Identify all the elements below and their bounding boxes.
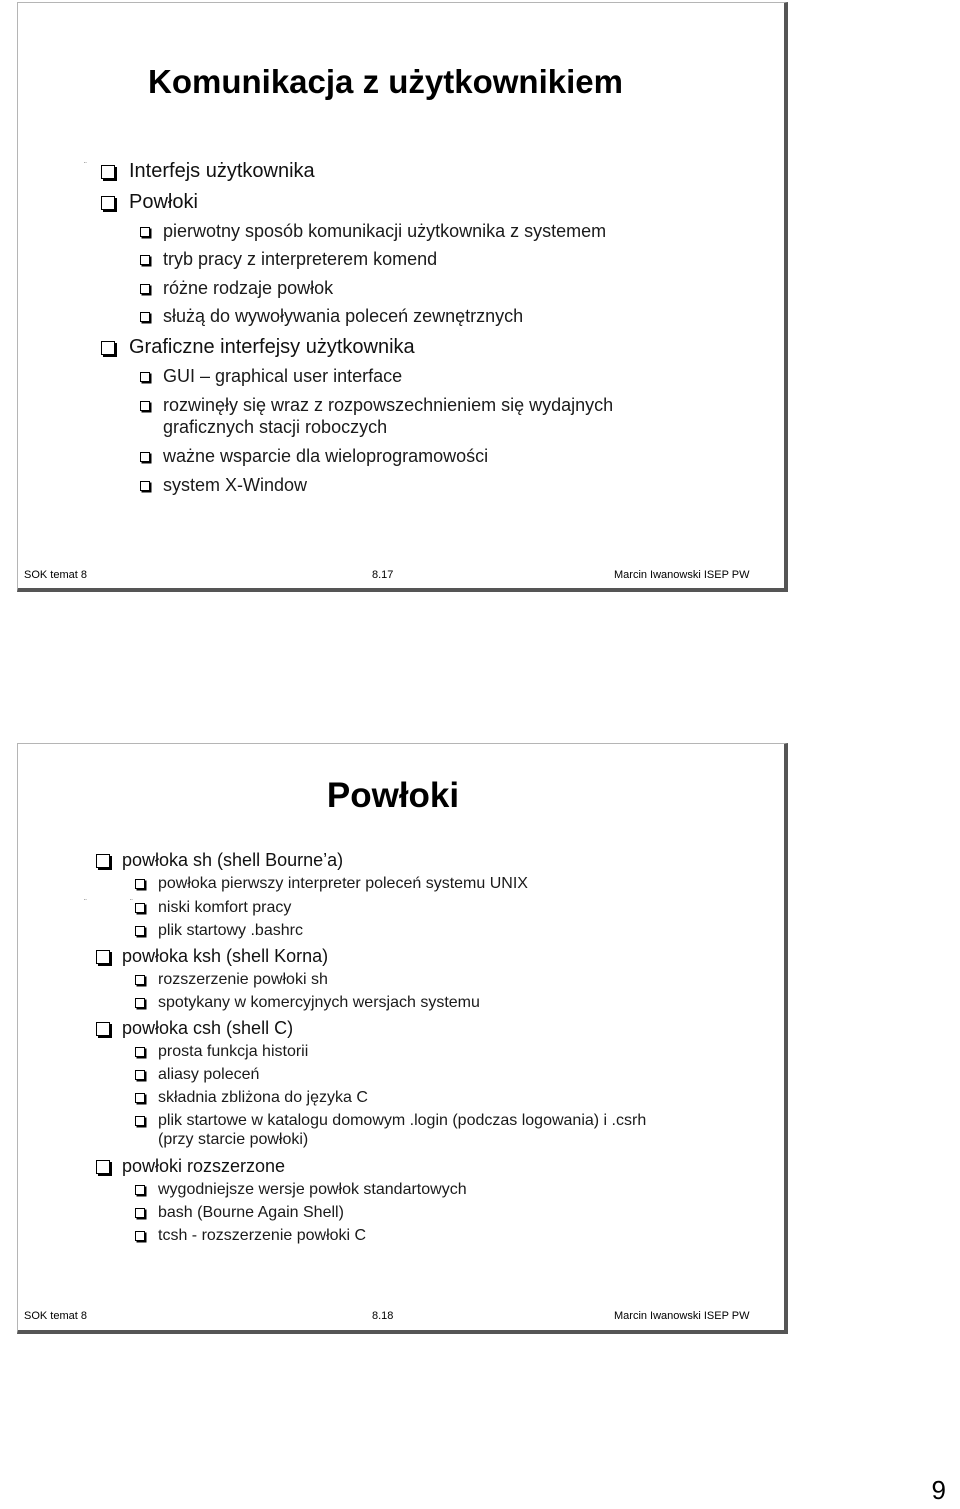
list-item: różne rodzaje powłok	[140, 278, 333, 299]
checkbox-bullet-icon	[135, 1047, 145, 1057]
slide-8-17	[17, 2, 788, 592]
checkbox-bullet-icon	[140, 401, 150, 411]
list-item: tryb pracy z interpreterem komend	[140, 249, 437, 270]
list-item: służą do wywoływania poleceń zewnętrznych	[140, 306, 523, 327]
list-item: GUI – graphical user interface	[140, 366, 402, 387]
checkbox-bullet-icon	[135, 879, 145, 889]
list-item: powłoka csh (shell C)	[96, 1018, 293, 1039]
list-item: ważne wsparcie dla wieloprogramowości	[140, 446, 488, 467]
list-item-continuation: graficznych stacji roboczych	[163, 417, 388, 437]
list-item: Graficzne interfejsy użytkownika	[101, 336, 415, 359]
list-item: tcsh - rozszerzenie powłoki C	[135, 1227, 366, 1245]
checkbox-bullet-icon	[135, 903, 145, 913]
checkbox-bullet-icon	[140, 227, 150, 237]
checkbox-bullet-icon	[96, 1160, 110, 1174]
checkbox-bullet-icon	[140, 312, 150, 322]
footer-author: Marcin Iwanowski ISEP PW	[614, 569, 750, 581]
checkbox-bullet-icon	[135, 1208, 145, 1218]
list-item: plik startowe w katalogu domowym .login (podczas logowania) i .csrh	[135, 1112, 646, 1130]
list-item: Interfejs użytkownika	[101, 160, 315, 183]
list-item: system X-Window	[140, 475, 307, 496]
checkbox-bullet-icon	[135, 1185, 145, 1195]
page-number: 9	[931, 1475, 946, 1505]
checkbox-bullet-icon	[135, 1070, 145, 1080]
list-item: powłoka pierwszy interpreter poleceń systemu UNIX	[135, 875, 528, 893]
list-item: rozwinęły się wraz z rozpowszechnieniem się wydajnych	[140, 395, 613, 416]
decorative-mark: ¨	[84, 898, 87, 907]
list-item: prosta funkcja historii	[135, 1043, 308, 1061]
list-item: składnia zbliżona do języka C	[135, 1089, 368, 1107]
list-item: powłoka ksh (shell Korna)	[96, 946, 328, 967]
slide-number: 8.17	[372, 569, 394, 581]
checkbox-bullet-icon	[135, 926, 145, 936]
list-item: rozszerzenie powłoki sh	[135, 971, 328, 989]
checkbox-bullet-icon	[96, 854, 110, 868]
footer-left: SOK temat 8	[24, 1310, 87, 1322]
checkbox-bullet-icon	[101, 196, 115, 210]
footer-left: SOK temat 8	[24, 569, 87, 581]
list-item: spotykany w komercyjnych wersjach systemu	[135, 994, 480, 1012]
slide-number: 8.18	[372, 1310, 394, 1322]
list-item-continuation: (przy starcie powłoki)	[158, 1131, 309, 1148]
checkbox-bullet-icon	[101, 341, 115, 355]
checkbox-bullet-icon	[140, 284, 150, 294]
list-item: powłoka sh (shell Bourne’a)	[96, 850, 343, 871]
slide-title: Powłoki	[326, 776, 460, 815]
list-item: aliasy poleceń	[135, 1066, 259, 1084]
checkbox-bullet-icon	[140, 255, 150, 265]
list-item: powłoki rozszerzone	[96, 1156, 285, 1177]
list-item: Powłoki	[101, 191, 198, 214]
checkbox-bullet-icon	[135, 975, 145, 985]
slide-8-18	[17, 743, 788, 1334]
checkbox-bullet-icon	[96, 1022, 110, 1036]
checkbox-bullet-icon	[140, 481, 150, 491]
checkbox-bullet-icon	[140, 452, 150, 462]
footer-author: Marcin Iwanowski ISEP PW	[614, 1310, 750, 1322]
slide-title: Komunikacja z użytkownikiem	[148, 63, 623, 100]
checkbox-bullet-icon	[135, 1093, 145, 1103]
list-item: pierwotny sposób komunikacji użytkownika z systemem	[140, 221, 606, 242]
checkbox-bullet-icon	[96, 950, 110, 964]
list-item: niski komfort pracy	[135, 899, 291, 917]
list-item: bash (Bourne Again Shell)	[135, 1204, 344, 1222]
checkbox-bullet-icon	[135, 1231, 145, 1241]
checkbox-bullet-icon	[135, 998, 145, 1008]
list-item: plik startowy .bashrc	[135, 922, 303, 940]
decorative-mark: ¨	[130, 898, 133, 907]
checkbox-bullet-icon	[140, 372, 150, 382]
checkbox-bullet-icon	[135, 1116, 145, 1126]
list-item: wygodniejsze wersje powłok standartowych	[135, 1181, 467, 1199]
checkbox-bullet-icon	[101, 165, 115, 179]
decorative-mark: ¨	[84, 161, 87, 170]
